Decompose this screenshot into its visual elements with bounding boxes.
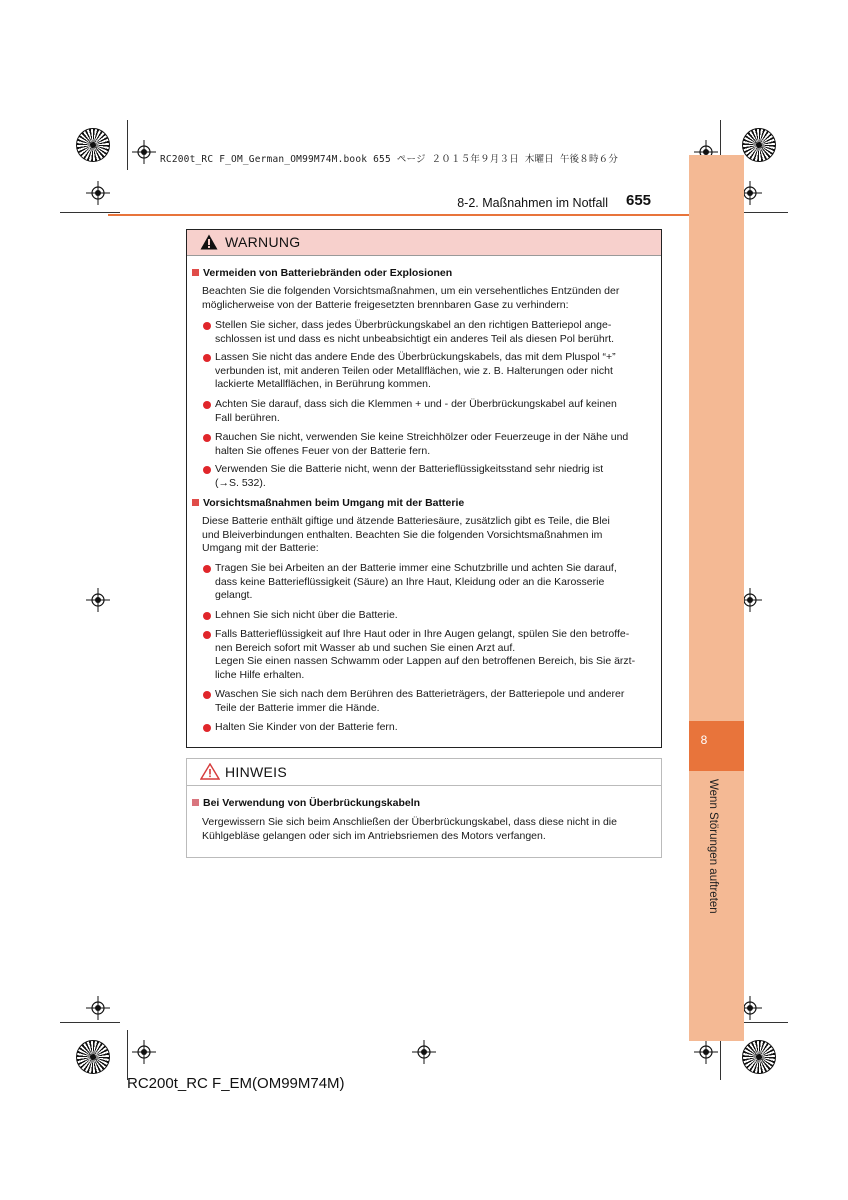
crop-line xyxy=(60,1022,120,1023)
bullet-dot-icon xyxy=(203,631,211,639)
print-info-line: RC200t_RC F_OM_German_OM99M74M.book 655 ページ ２０１５年９月３日 木曜日 午後８時６分 xyxy=(160,154,619,165)
warning-box xyxy=(186,229,662,748)
list-item: Achten Sie darauf, dass sich die Klemmen + und - der Überbrückungskabel auf keinen Fall berühren. xyxy=(202,398,657,425)
registration-mark xyxy=(86,996,110,1020)
warning-triangle-icon xyxy=(200,234,218,250)
crop-line xyxy=(127,120,128,170)
registration-mark xyxy=(132,140,156,164)
crop-line xyxy=(127,1030,128,1080)
notice-title: HINWEIS xyxy=(225,764,287,780)
bullet-dot-icon xyxy=(203,354,211,362)
bullet-dot-icon xyxy=(203,612,211,620)
section-heading: Vermeiden von Batteriebränden oder Explosionen xyxy=(192,267,452,279)
bullet-dot-icon xyxy=(203,434,211,442)
registration-mark xyxy=(86,588,110,612)
list-item: Rauchen Sie nicht, verwenden Sie keine Streichhölzer oder Feuerzeuge in der Nähe und halten Sie offenes Feuer von der Batterie fern. xyxy=(202,431,657,458)
list-item: Falls Batterieflüssigkeit auf Ihre Haut oder in Ihre Augen gelangt, spülen Sie den betroffe- nen Bereich sofort mit Wasser ab und suchen Sie einen Arzt auf. Legen Sie einen nassen Schwamm oder Lappen auf den betroffenen Bereich, bis Sie ärzt- liche Hilfe erhalten. xyxy=(202,628,657,682)
bullet-dot-icon xyxy=(203,322,211,330)
notice-text: Vergewissern Sie sich beim Anschließen der Überbrückungskabel, dass diese nicht in die Kühlgebläse gelangen oder sich im Antriebsriemen des Motors verfangen. xyxy=(202,816,617,842)
print-wheel-mark xyxy=(76,1040,110,1074)
chapter-number: 8 xyxy=(700,733,708,747)
list-item: Lassen Sie nicht das andere Ende des Überbrückungskabels, das mit dem Pluspol “+” verbunden ist, mit anderen Teilen oder Metallflächen, wie z. B. Halterungen oder nicht lackierte Metallflächen, in Berührung kommen. xyxy=(202,351,657,392)
list-item: Tragen Sie bei Arbeiten an der Batterie immer eine Schutzbrille und achten Sie darauf, dass keine Batterieflüssigkeit (Säure) an Ihre Haut, Kleidung oder an die Karosserie gelangt. xyxy=(202,562,657,603)
registration-mark xyxy=(694,1040,718,1064)
list-item: Lehnen Sie sich nicht über die Batterie. xyxy=(202,609,657,623)
registration-mark xyxy=(412,1040,436,1064)
notice-header xyxy=(187,759,661,786)
notice-heading: Bei Verwendung von Überbrückungskabeln xyxy=(192,797,420,809)
bullet-dot-icon xyxy=(203,565,211,573)
bullet-dot-icon xyxy=(203,691,211,699)
chapter-title: Wenn Störungen auftreten xyxy=(707,779,719,914)
chapter-tab xyxy=(689,721,744,771)
bullet-dot-icon xyxy=(203,401,211,409)
list-item: Verwenden Sie die Batterie nicht, wenn der Batterieflüssigkeitsstand sehr niedrig ist (→S. 532). xyxy=(202,463,657,490)
square-bullet-icon xyxy=(192,269,199,276)
notice-box xyxy=(186,758,662,858)
list-item: Waschen Sie sich nach dem Berühren des Batterieträgers, der Batteriepole und anderer Teile der Batterie immer die Hände. xyxy=(202,688,657,715)
caution-triangle-icon xyxy=(200,763,220,780)
list-item: Stellen Sie sicher, dass jedes Überbrückungskabel an den richtigen Batteriepol ange- schlossen ist und dass es nicht unbeabsichtigt ein anderes Teil als diesen Pol berührt. xyxy=(202,319,657,346)
section-intro: Beachten Sie die folgenden Vorsichtsmaßnahmen, um ein versehentliches Entzünden der möglicherweise von der Batterie freigesetzten brennbaren Gase zu verhindern: xyxy=(202,285,620,311)
bullet-dot-icon xyxy=(203,724,211,732)
registration-mark xyxy=(86,181,110,205)
page-number: 655 xyxy=(626,192,652,209)
crop-line xyxy=(60,212,120,213)
list-item: Halten Sie Kinder von der Batterie fern. xyxy=(202,721,657,735)
bullet-dot-icon xyxy=(203,466,211,474)
section-heading: Vorsichtsmaßnahmen beim Umgang mit der Batterie xyxy=(192,497,464,509)
section-intro: Diese Batterie enthält giftige und ätzende Batteriesäure, zusätzlich gibt es Teile, die Blei und Bleiverbindungen enthalten. Beachten Sie die folgenden Vorsichtsmaßnahmen im Umgang mit der Batterie: xyxy=(202,515,610,554)
header-rule xyxy=(108,214,689,216)
warning-title: WARNUNG xyxy=(225,234,301,250)
print-wheel-mark xyxy=(76,128,110,162)
footer-model-code: RC200t_RC F_EM(OM99M74M) xyxy=(127,1075,345,1092)
registration-mark xyxy=(132,1040,156,1064)
warning-header xyxy=(187,230,661,256)
print-wheel-mark xyxy=(742,128,776,162)
section-title: 8-2. Maßnahmen im Notfall xyxy=(457,196,608,210)
square-bullet-icon xyxy=(192,799,199,806)
print-wheel-mark xyxy=(742,1040,776,1074)
square-bullet-icon xyxy=(192,499,199,506)
